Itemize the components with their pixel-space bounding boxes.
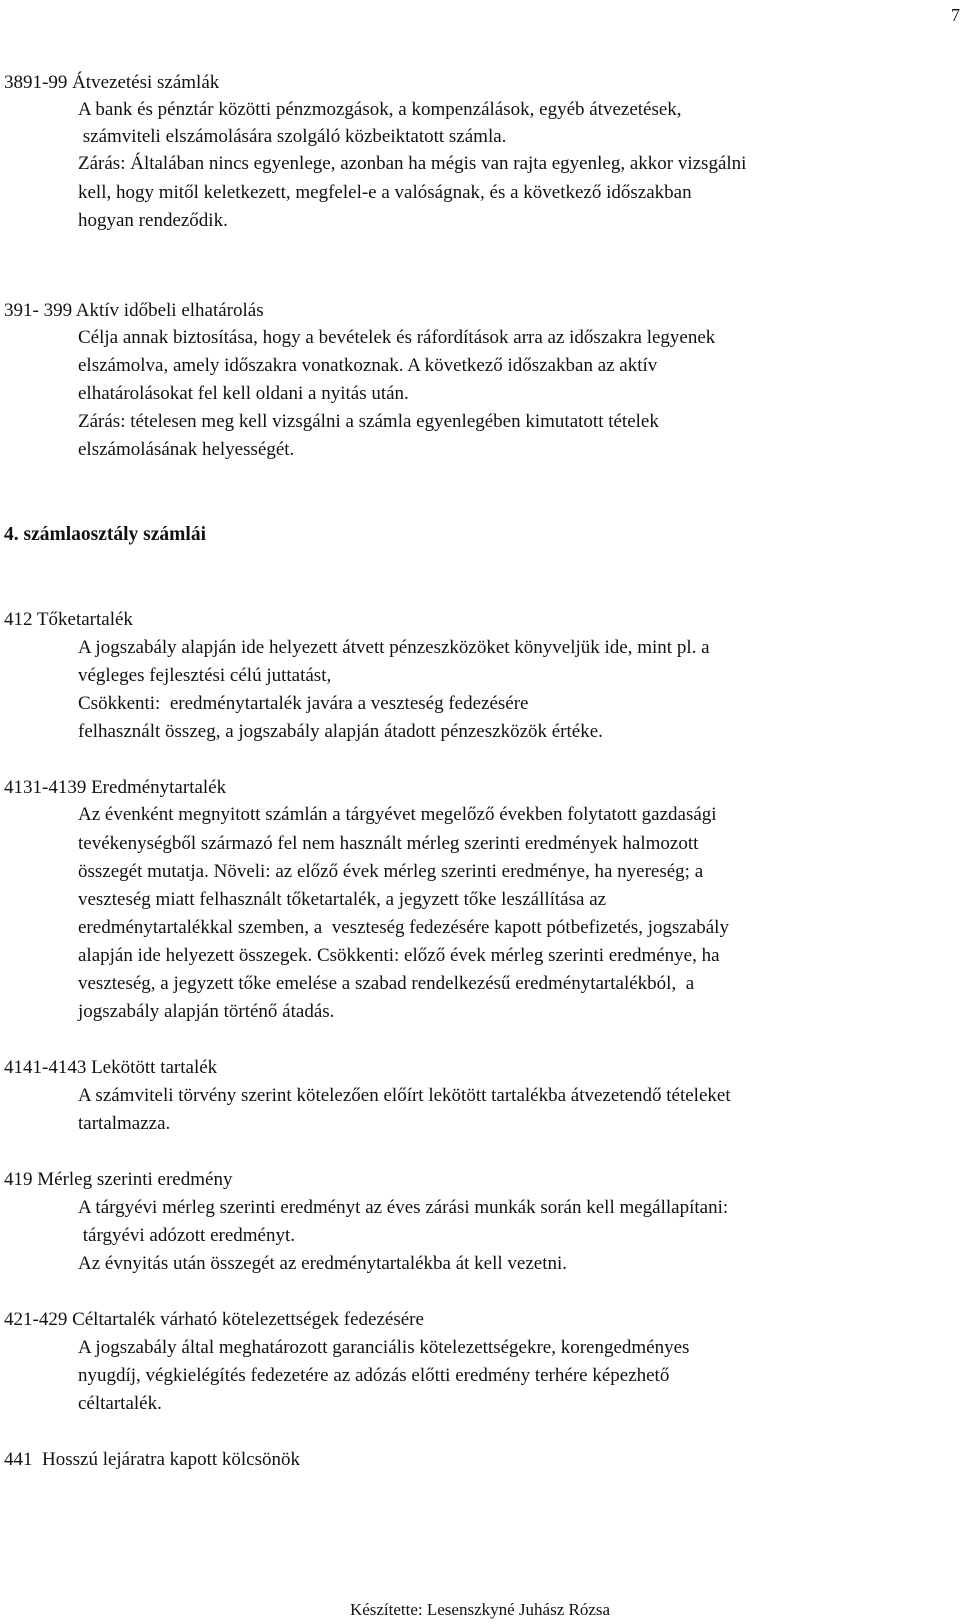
page-footer: Készítette: Lesenszkyné Juhász Rózsa [349,1600,611,1619]
body-line: jogszabály alapján történő átadás. [78,1001,335,1022]
section-heading: 391- 399 Aktív időbeli elhatárolás [4,300,264,321]
section-heading: 441 Hosszú lejáratra kapott kölcsönök [4,1449,301,1470]
body-line: tárgyévi adózott eredményt. [78,1225,296,1246]
body-line: Zárás: Általában nincs egyenlege, azonban ha mégis van rajta egyenleg, akkor vizsgálni [78,153,747,174]
body-line: A számviteli törvény szerint kötelezően előírt lekötött tartalékba átvezetendő tételeket [78,1085,731,1106]
body-line: Zárás: tételesen meg kell vizsgálni a számla egyenlegében kimutatott tételek [78,411,659,432]
body-line: A jogszabály alapján ide helyezett átvett pénzeszközöket könyveljük ide, mint pl. a [78,637,710,658]
body-line: tartalmazza. [78,1113,171,1134]
body-line: tevékenységből származó fel nem használt mérleg szerinti eredmények halmozott [78,833,699,854]
body-line: veszteség miatt felhasznált tőketartalék, a jegyzett tőke leszállítása az [78,889,607,910]
body-line: elszámolásának helyességét. [78,439,295,460]
body-line: összegét mutatja. Növeli: az előző évek mérleg szerinti eredménye, ha nyereség; a [78,861,704,882]
body-line: Az évenként megnyitott számlán a tárgyévet megelőző években folytatott gazdasági [78,804,717,825]
body-line: A jogszabály által meghatározott garanciális kötelezettségekre, korengedményes [78,1337,690,1358]
body-line: hogyan rendeződik. [78,210,228,231]
section-heading: 4131-4139 Eredménytartalék [4,777,227,798]
body-line: A bank és pénztár közötti pénzmozgások, a kompenzálások, egyéb átvezetések, [78,99,682,120]
body-line: végleges fejlesztési célú juttatást, [78,665,332,686]
body-line: elszámolva, amely időszakra vonatkoznak. A következő időszakban az aktív [78,355,658,376]
body-line: elhatárolásokat fel kell oldani a nyitás után. [78,383,409,404]
body-line: veszteség, a jegyzett tőke emelése a szabad rendelkezésű eredménytartalékból, a [78,973,695,994]
section-heading: 3891-99 Átvezetési számlák [4,72,220,93]
body-line: nyugdíj, végkielégítés fedezetére az adózás előtti eredmény terhére képezhető [78,1365,670,1386]
page-number: 7 [951,5,960,25]
section-heading: 412 Tőketartalék [4,609,133,630]
body-line: Célja annak biztosítása, hogy a bevételek és ráfordítások arra az időszakra legyenek [78,327,716,348]
body-line: Az évnyitás után összegét az eredménytartalékba át kell vezetni. [78,1253,568,1274]
body-line: Csökkenti: eredménytartalék javára a veszteség fedezésére [78,693,529,714]
section-heading: 419 Mérleg szerinti eredmény [4,1169,233,1190]
body-line: számviteli elszámolására szolgáló közbeiktatott számla. [78,126,507,147]
body-line: kell, hogy mitől keletkezett, megfelel-e a valóságnak, és a következő időszakban [78,182,692,203]
body-line: céltartalék. [78,1393,162,1414]
body-line: felhasznált összeg, a jogszabály alapján átadott pénzeszközök értéke. [78,721,603,742]
body-line: eredménytartalékkal szemben, a veszteség fedezésére kapott pótbefizetés, jogszabály [78,917,729,938]
body-line: A tárgyévi mérleg szerinti eredményt az éves zárási munkák során kell megállapítani: [78,1197,729,1218]
chapter-heading: 4. számlaosztály számlái [4,524,207,545]
section-heading: 4141-4143 Lekötött tartalék [4,1057,218,1078]
body-line: alapján ide helyezett összegek. Csökkenti: előző évek mérleg szerinti eredménye, ha [78,945,720,966]
section-heading: 421-429 Céltartalék várható kötelezettségek fedezésére [4,1309,424,1330]
